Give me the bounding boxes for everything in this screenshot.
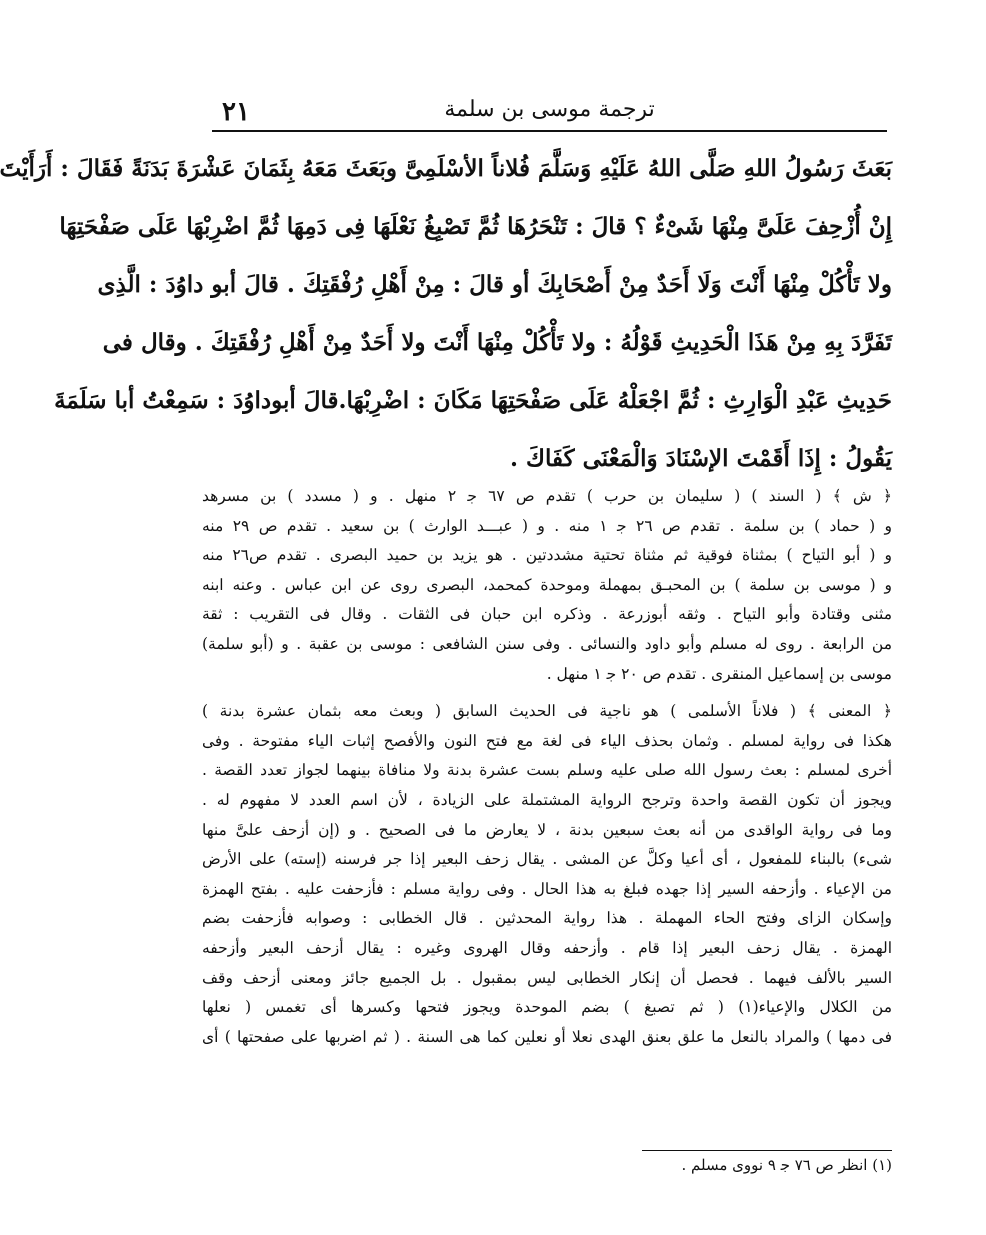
commentary-line: وما فى رواية الواقدى من أنه بعث سبعين بدنة ، لا يعارض ما فى الصحيح . و (إن أزحف علىَّ منها — [202, 820, 892, 839]
commentary-line: من الكلال والإعياء(١) ( ثم تصبغ ) بضم الموحدة ويجوز فتحها وكسرها أى تغمس ( نعلها — [202, 998, 892, 1017]
footnote-rule — [642, 1150, 892, 1151]
hadith-line: ولا تَأْكُلْ مِنْهَا أَنْتَ وَلَا أَحَدٌ مِنْ أَصْحَابِكَ أو قالَ : مِنْ أَهْلِ رُفْقَتِكَ . قالَ أبو داوُدَ : الَّذِى — [97, 271, 892, 298]
commentary-line: من الرابعة . روى له مسلم وأبو داود والنسائى . وفى سنن الشافعى : موسى بن عقبة . و (أبو سلمة) — [202, 634, 892, 653]
hadith-text — [0, 140, 892, 488]
hadith-line: تَفَرَّدَ بِهِ مِنْ هَذَا الْحَدِيثِ قَوْلُهُ : ولا تَأْكُلْ مِنْهَا أَنْتَ ولا أَحَدٌ مِنْ أَهْلِ رُفْقَتِكَ . وقال فى — [102, 329, 892, 356]
commentary-line: السير بالألف فيهما . فحصل أن إنكار الخطابى ليس بمقبول . بل الجميع جائز ومعنى أزحف وقف — [202, 968, 892, 987]
commentary-line: و ( أبو التياح ) بمثناة فوقية ثم مثناة تحتية مشددتين . هو يزيد بن حميد البصرى . تقدم ص٢٦ منه — [202, 546, 893, 565]
commentary-line: مثنى وقتادة وأبو التياح . وثقه أبوزرعة . وذكره ابن حبان فى الثقات . وقال فى التقريب : ثقة — [202, 605, 892, 624]
commentary-line: هكذا فى رواية لمسلم . وثمان بحذف الياء فى لغة مع فتح النون والأفصح إثبات الياء مفتوحة . وفى — [202, 731, 892, 750]
header-rule — [212, 130, 887, 132]
page-number: ٢١ — [222, 97, 250, 127]
commentary-line: ويجوز أن تكون القصة واحدة وترجح الرواية المشتملة على الزيادة ، لأن اسم العدد لا مفهوم له . — [202, 790, 892, 809]
commentary-line: ﴿ المعنى ﴾ ( فلاناً الأسلمى ) هو ناجية فى الحديث السابق ( وبعث معه بثمان عشرة بدنة ) — [202, 702, 892, 721]
hadith-line: يَقُولُ : إِذَا أَقَمْتَ الإسْنَادَ وَالْمَعْنَى كَفَاكَ . — [510, 445, 892, 472]
commentary-line: شىء) بالبناء للمفعول ، أى أعيا وكلَّ عن المشى . يقال زحف البعير إذا جر فرسنه (إسته) على الأرض — [202, 850, 892, 869]
commentary-text — [202, 482, 892, 1052]
hadith-line: إِنْ أُزْحِفَ عَلَىَّ مِنْهَا شَىْءٌ ؟ قالَ : تَنْحَرُهَا ثُمَّ تَصْبِغُ نَعْلَهَا فِى دَمِهَا ثُمَّ اضْرِبْهَا عَلَى صَفْحَتِهَا — [59, 213, 892, 240]
commentary-line: موسى بن إسماعيل المنقرى . تقدم ص ٢٠ ﺟ ١ منهل . — [546, 664, 892, 683]
commentary-line: أخرى لمسلم : بعث رسول الله صلى عليه وسلم بست عشرة بدنة ولا منافاة بينهما لجواز تعدد القصة . — [202, 761, 892, 780]
commentary-line: ﴿ ش ﴾ ( السند ) ( سليمان بن حرب ) تقدم ص ٦٧ ﺟ ٢ منهل . و ( مسدد ) بن مسرهد — [202, 487, 893, 505]
commentary-line: فى دمها ) والمراد بالنعل ما علق بعنق الهدى نعلا أو نعلين كما هى السنة . ( ثم اضربها على صفحتها ) أى — [202, 1027, 892, 1046]
hadith-line: بَعَثَ رَسُولُ اللهِ صَلَّى اللهُ عَلَيْهِ وَسَلَّمَ فُلاناً الأسْلَمِىَّ وبَعَثَ مَعَهُ بِثَمَانَ عَشْرَةَ بَدَنَةً فَقَالَ : أَرَأَيْتَ — [0, 155, 892, 182]
commentary-line: من الإعياء . وأزحفه السير إذا جهده فبلغ به هذا الحال . وفى رواية مسلم : فأزحفت عليه . بفتح الهمزة — [202, 879, 892, 898]
commentary-line: الهمزة . يقال زحف البعير إذا قام . وأزحفه وقال الهروى وغيره : يقال أزحف البعير وأزحفه — [202, 938, 892, 957]
commentary-line: وإسكان الزاى وفتح الحاء المهملة . هذا رواية المحدثين . قال الخطابى : وصوابه فأزحفت بضم — [202, 909, 892, 928]
hadith-line: حَدِيثِ عَبْدِ الْوَارِثِ : ثُمَّ اجْعَلْهُ عَلَى صَفْحَتِهَا مَكَانَ : اضْرِبْهَا.قالَ أبوداوُدَ : سَمِعْتُ أبا سَلَمَةَ — [54, 387, 892, 414]
running-title: ترجمة موسى بن سلمة — [444, 97, 655, 122]
commentary-line: و ( حماد ) بن سلمة . تقدم ص ٢٦ ﺟ ١ منه . و ( عبـــد الوارث ) بن سعيد . تقدم ص ٢٩ منه — [202, 516, 892, 535]
paragraph-gap — [202, 689, 892, 697]
page-header — [212, 95, 887, 129]
commentary-line: و ( موسى بن سلمة ) بن المحبـق بمهملة وموحدة كمحمد، البصرى روى عن ابن عباس . وعنه ابنه — [202, 575, 892, 594]
footnote: (١) انظر ص ٧٦ ﺟ ٩ نووى مسلم . — [681, 1156, 892, 1174]
